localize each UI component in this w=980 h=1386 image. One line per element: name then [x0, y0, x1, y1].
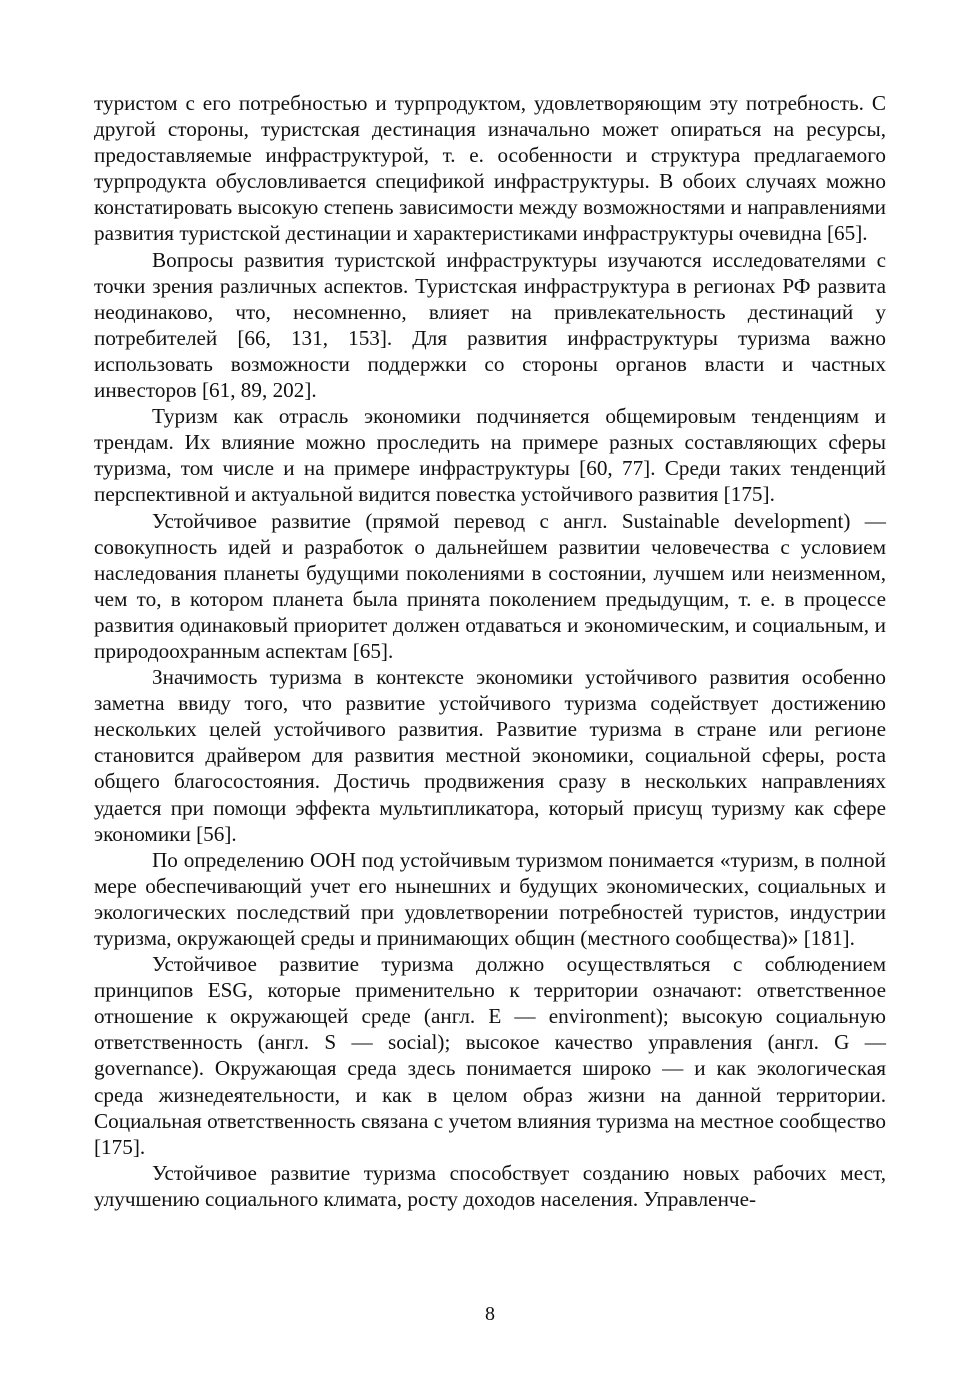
paragraph-8: Устойчивое развитие туризма способствует созданию новых рабочих мест, улучшению социального климата, росту доходов населения. Управленче- [94, 1160, 886, 1211]
paragraph-7: Устойчивое развитие туризма должно осуществляться с соблюдением принципов ESG, которые применительно к территории означают: ответственное отношение к окружающей среде (англ. E — environment); высокую социальную ответственность (англ. S — social); высокое качество управления (англ. G — governance). Окружающая среда здесь понимается широко — и как экологическая среда жизнедеятельности, и как в целом образ жизни на данной территории. Социальная ответственность связана с учетом влияния туризма на местное сообщество [175]. [94, 952, 886, 1159]
paragraph-5: Значимость туризма в контексте экономики устойчивого развития особенно заметна ввиду того, что развитие устойчивого туризма содействует достижению нескольких целей устойчивого развития. Развитие туризма в стране или регионе становится драйвером для развития местной экономики, социальной сферы, роста общего благосостояния. Достичь продвижения сразу в нескольких направлениях удается при помощи эффекта мультипликатора, который присущ туризму как сфере экономики [56]. [94, 665, 886, 846]
paragraph-6: По определению ООН под устойчивым туризмом понимается «туризм, в полной мере обеспечивающий учет его нынешних и будущих экономических, социальных и экологических последствий при удовлетворении потребностей туристов, индустрии туризма, окружающей среды и принимающих общин (местного сообщества)» [181]. [94, 847, 886, 950]
page-number: 8 [485, 1303, 495, 1325]
page-body [94, 90, 886, 1212]
paragraph-2: Вопросы развития туристской инфраструктуры изучаются исследователями с точки зрения различных аспектов. Туристская инфраструктура в регионах РФ развита неодинаково, что, несомненно, влияет на привлекательность дестинаций у потребителей [66, 131, 153]. Для развития инфраструктуры туризма важно использовать возможности поддержки со стороны органов власти и частных инвесторов [61, 89, 202]. [94, 247, 886, 403]
paragraph-3: Туризм как отрасль экономики подчиняется общемировым тенденциям и трендам. Их влияние можно проследить на примере разных составляющих сферы туризма, том числе и на примере инфраструктуры [60, 77]. Среди таких тенденций перспективной и актуальной видится повестка устойчивого развития [175]. [94, 404, 886, 507]
paragraph-1: туристом с его потребностью и турпродуктом, удовлетворяющим эту потребность. С другой стороны, туристская дестинация изначально может опираться на ресурсы, предоставляемые инфраструктурой, т. е. особенности и структура предлагаемого турпродукта обусловливается спецификой инфраструктуры. В обоих случаях можно констатировать высокую степень зависимости между возможностями и направлениями развития туристской дестинации и характеристиками инфраструктуры очевидна [65]. [94, 91, 886, 246]
paragraph-4: Устойчивое развитие (прямой перевод с англ. Sustainable development) — совокупность идей и разработок о дальнейшем развитии человечества с условием наследования планеты будущими поколениями в состоянии, лучшем или неизменном, чем то, в котором планета была принята поколением предыдущим, т. е. в процессе развития одинаковый приоритет должен отдаваться и экономическим, и социальным, и природоохранным аспектам [65]. [94, 508, 886, 663]
